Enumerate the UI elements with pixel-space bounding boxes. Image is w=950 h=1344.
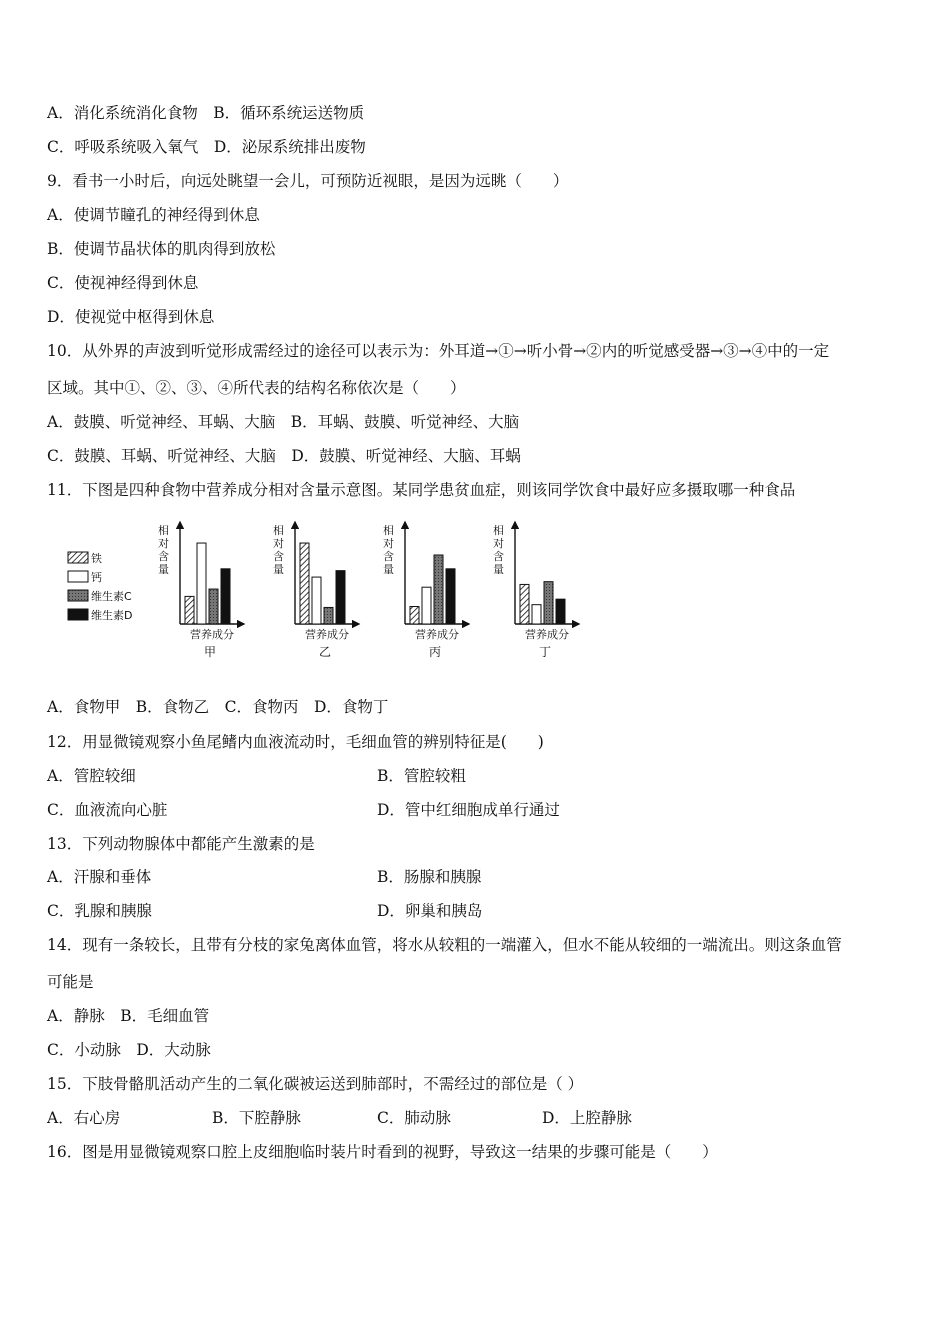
- q14-options-line-1: A．静脉 B．毛细血管: [47, 1007, 210, 1025]
- q15-option-c: C．肺动脉: [377, 1109, 451, 1127]
- x-axis-label: 营养成分: [415, 628, 459, 641]
- q14-stem-line-2: 可能是: [47, 973, 94, 991]
- q13-options-row-2: [47, 901, 910, 921]
- bar-维生素D: [446, 569, 455, 624]
- q12-options-row-1: [47, 766, 910, 786]
- q11-options: A．食物甲 B．食物乙 C．食物丙 D．食物丁: [47, 698, 389, 716]
- x-axis-label: 营养成分: [525, 628, 569, 641]
- y-axis-label: 相对含量: [273, 524, 284, 576]
- bar-铁: [410, 607, 419, 624]
- chart-panel-3: [493, 522, 579, 659]
- q12-option-d: D．管中红细胞成单行通过: [377, 801, 560, 819]
- panel-name: 丙: [429, 645, 442, 659]
- y-axis-label: 相对含量: [158, 524, 169, 576]
- q9-stem: 9．看书一小时后，向远处眺望一会儿，可预防近视眼，是因为远眺（ ）: [47, 172, 569, 190]
- bar-维生素C: [434, 555, 443, 624]
- legend-label-0: 铁: [91, 552, 102, 565]
- bar-维生素D: [221, 569, 230, 624]
- chart-panel-1: [273, 522, 359, 659]
- q15-option-b: B．下腔静脉: [212, 1109, 301, 1127]
- q13-option-b: B．肠腺和胰腺: [377, 868, 482, 886]
- bar-维生素C: [544, 582, 553, 624]
- q14-stem-line-1: 14．现有一条较长，且带有分枝的家兔离体血管，将水从较粗的一端灌入，但水不能从较细的一端流出。则这条血管: [47, 936, 842, 954]
- q9-option-b: B．使调节晶状体的肌肉得到放松: [47, 240, 276, 258]
- chart-legend: [68, 551, 132, 622]
- y-axis-label: 相对含量: [383, 524, 394, 576]
- q10-stem-line-2: 区域。其中①、②、③、④所代表的结构名称依次是（ ）: [47, 379, 466, 397]
- chart-panel-2: [383, 522, 469, 659]
- q13-options-row-1: [47, 867, 910, 887]
- q8-options-line-1: A．消化系统消化食物 B．循环系统运送物质: [47, 104, 365, 122]
- q12-stem: 12．用显微镜观察小鱼尾鳍内血液流动时，毛细血管的辨别特征是( ): [47, 733, 544, 751]
- q14-options-line-2: C．小动脉 D．大动脉: [47, 1041, 211, 1059]
- q15-stem: 15．下肢骨骼肌活动产生的二氧化碳被运送到肺部时，不需经过的部位是（ ）: [47, 1075, 584, 1093]
- q10-stem-line-1: 10．从外界的声波到听觉形成需经过的途径可以表示为：外耳道→①→听小骨→②内的听觉感受器→③→④中的一定: [47, 342, 830, 360]
- legend-label-1: 钙: [91, 571, 102, 584]
- legend-swatch-0: [68, 552, 88, 563]
- q12-options-row-2: [47, 800, 910, 820]
- bar-维生素D: [556, 599, 565, 624]
- bar-钙: [197, 543, 206, 624]
- bar-维生素D: [336, 571, 345, 624]
- q10-options-line-1: A．鼓膜、听觉神经、耳蜗、大脑 B．耳蜗、鼓膜、听觉神经、大脑: [47, 413, 520, 431]
- q9-option-a: A．使调节瞳孔的神经得到休息: [47, 206, 260, 224]
- bar-钙: [312, 577, 321, 624]
- q13-option-a: A．汗腺和垂体: [47, 868, 152, 886]
- q12-option-a: A．管腔较细: [47, 767, 136, 785]
- legend-swatch-3: [68, 609, 88, 620]
- q11-stem: 11．下图是四种食物中营养成分相对含量示意图。某同学患贫血症，则该同学饮食中最好应多摄取哪一种食品: [47, 481, 796, 499]
- panel-name: 丁: [539, 645, 552, 659]
- panel-name: 甲: [204, 645, 217, 659]
- q13-option-d: D．卵巢和胰岛: [377, 902, 483, 920]
- bar-铁: [300, 543, 309, 624]
- q15-option-d: D．上腔静脉: [542, 1109, 632, 1127]
- q9-option-c: C．使视神经得到休息: [47, 274, 199, 292]
- bar-维生素C: [324, 607, 333, 624]
- q9-option-d: D．使视觉中枢得到休息: [47, 308, 215, 326]
- q15-options: [47, 1108, 910, 1128]
- q12-option-b: B．管腔较粗: [377, 767, 466, 785]
- q11-nutrient-chart: [60, 512, 600, 672]
- bar-铁: [185, 596, 194, 624]
- q13-stem: 13．下列动物腺体中都能产生激素的是: [47, 835, 315, 853]
- legend-label-3: 维生素D: [91, 609, 133, 622]
- bar-铁: [520, 584, 529, 624]
- chart-panel-0: [158, 522, 244, 659]
- x-axis-label: 营养成分: [190, 628, 234, 641]
- legend-label-2: 维生素C: [91, 590, 132, 603]
- q13-option-c: C．乳腺和胰腺: [47, 902, 152, 920]
- legend-swatch-2: [68, 590, 88, 601]
- q16-stem: 16．图是用显微镜观察口腔上皮细胞临时装片时看到的视野，导致这一结果的步骤可能是（ ）: [47, 1143, 718, 1161]
- bar-维生素C: [209, 589, 218, 624]
- q10-options-line-2: C．鼓膜、耳蜗、听觉神经、大脑 D．鼓膜、听觉神经、大脑、耳蜗: [47, 447, 521, 465]
- legend-swatch-1: [68, 571, 88, 582]
- q12-option-c: C．血液流向心脏: [47, 801, 168, 819]
- y-axis-label: 相对含量: [493, 524, 504, 576]
- panel-name: 乙: [319, 645, 332, 659]
- bar-钙: [532, 605, 541, 624]
- bar-钙: [422, 587, 431, 624]
- x-axis-label: 营养成分: [305, 628, 349, 641]
- q15-option-a: A．右心房: [47, 1109, 121, 1127]
- q8-options-line-2: C．呼吸系统吸入氧气 D．泌尿系统排出废物: [47, 138, 366, 156]
